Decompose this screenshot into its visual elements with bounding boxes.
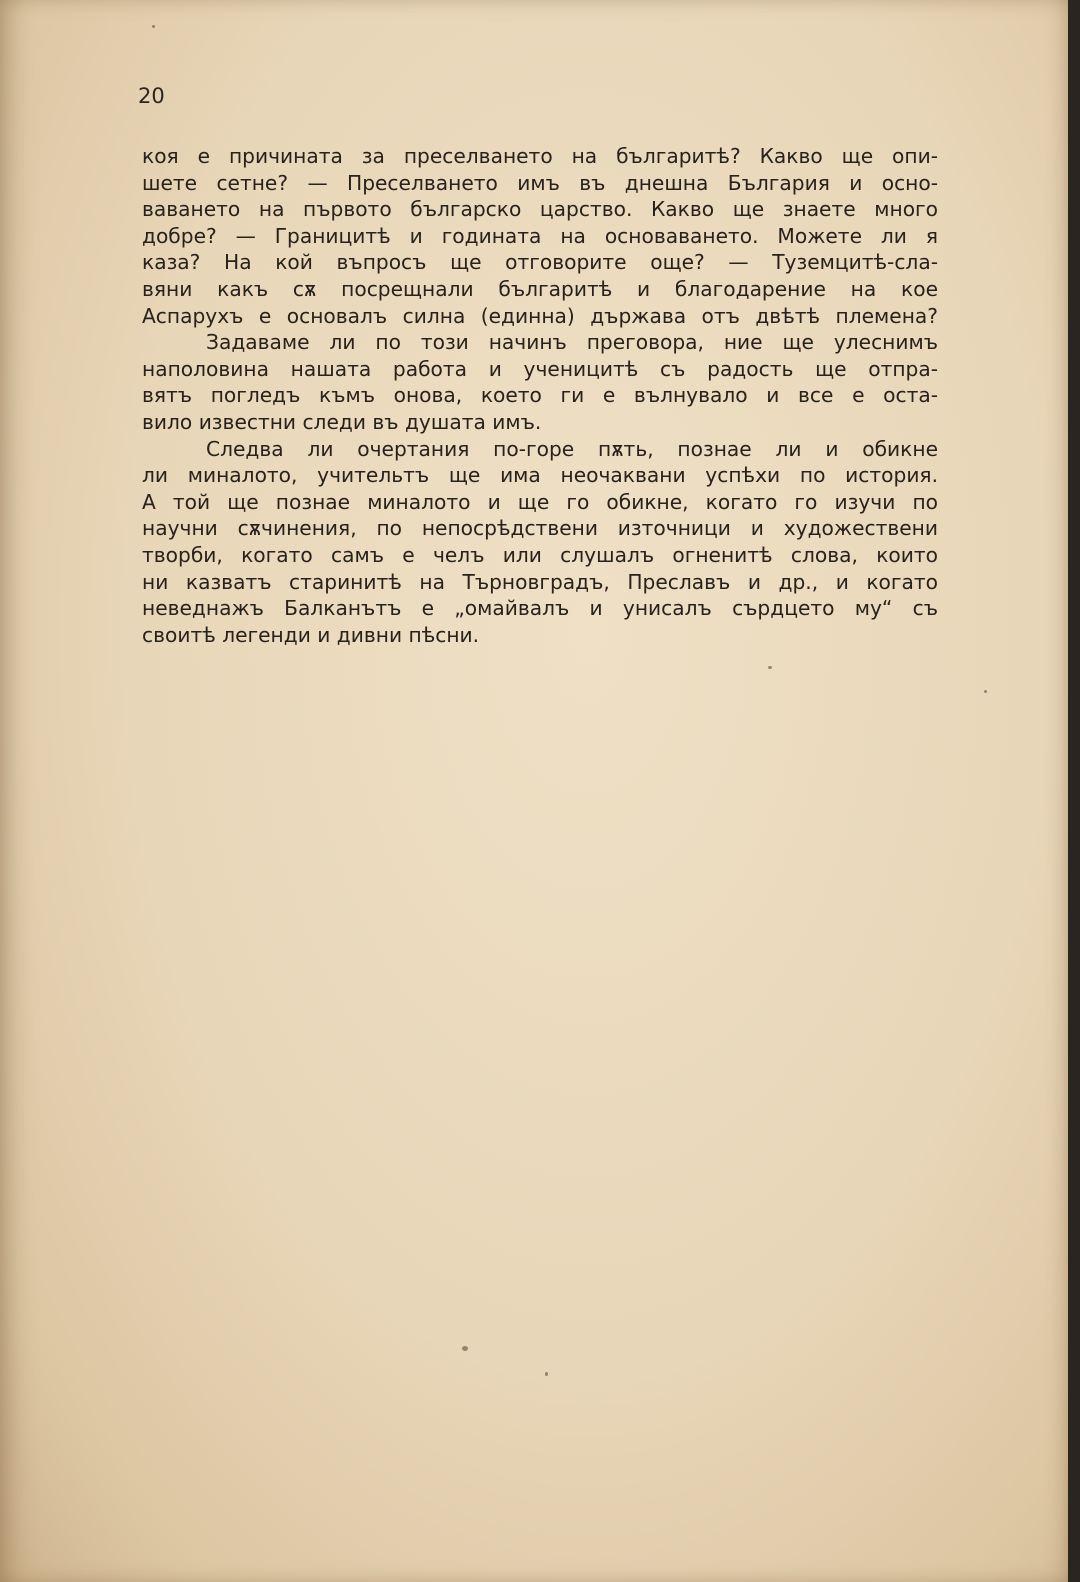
- text-line: Задаваме ли по този начинъ преговора, ние ще улеснимъ: [206, 330, 938, 355]
- page-number: 20: [138, 84, 165, 108]
- paper-speck: [768, 666, 772, 669]
- text-line: коя е причината за преселването на българитѣ? Какво ще опи-: [142, 144, 938, 168]
- body-text: [142, 143, 938, 648]
- paragraph-3: [142, 436, 938, 649]
- text-line: ваването на първото българско царство. Какво ще знаете много: [142, 197, 938, 222]
- paper-speck: [545, 1372, 548, 1376]
- text-line: вятъ погледъ къмъ онова, което ги е вълнувало и все е оста-: [142, 383, 938, 408]
- paper-speck: [984, 690, 987, 693]
- text-line: научни сѫчинения, по непосрѣдствени източници и художествени: [142, 516, 938, 541]
- paper-speck: [462, 1346, 468, 1351]
- text-line: вило известни следи въ душата имъ.: [142, 409, 542, 434]
- text-line: ли миналото, учительтъ ще има неочаквани успѣхи по история.: [142, 463, 938, 488]
- text-line: неведнажъ Балканътъ е „омайвалъ и унисалъ сърдцето му“ съ: [142, 596, 938, 621]
- text-line: добре? — Границитѣ и годината на основаването. Можете ли я: [142, 223, 938, 248]
- text-line: вяни какъ сѫ посрещнали българитѣ и благодарение на кое: [142, 276, 938, 301]
- paragraph-2: [142, 329, 938, 435]
- text-line: своитѣ легенди и дивни пѣсни.: [142, 622, 480, 647]
- text-line: творби, когато самъ е челъ или слушалъ огненитѣ слова, които: [142, 542, 938, 567]
- text-line: шете сетне? — Преселването имъ въ днешна България и осно-: [142, 170, 938, 195]
- text-line: А той ще познае миналото и ще го обикне, когато го изучи по: [142, 489, 938, 514]
- text-line: каза? На кой въпросъ ще отговорите още? — Туземцитѣ-сла-: [142, 250, 938, 275]
- text-line: Следва ли очертания по-горе пѫть, познае ли и обикне: [206, 436, 938, 461]
- paragraph-1: [142, 143, 938, 329]
- text-line: Аспарухъ е основалъ силна (единна) държава отъ двѣтѣ племена?: [142, 303, 938, 328]
- paper-speck: [152, 25, 155, 28]
- text-line: наполовина нашата работа и ученицитѣ съ радость ще отпра-: [142, 356, 938, 381]
- text-line: ни казватъ старинитѣ на Търновградъ, Преславъ и др., и когато: [142, 569, 938, 594]
